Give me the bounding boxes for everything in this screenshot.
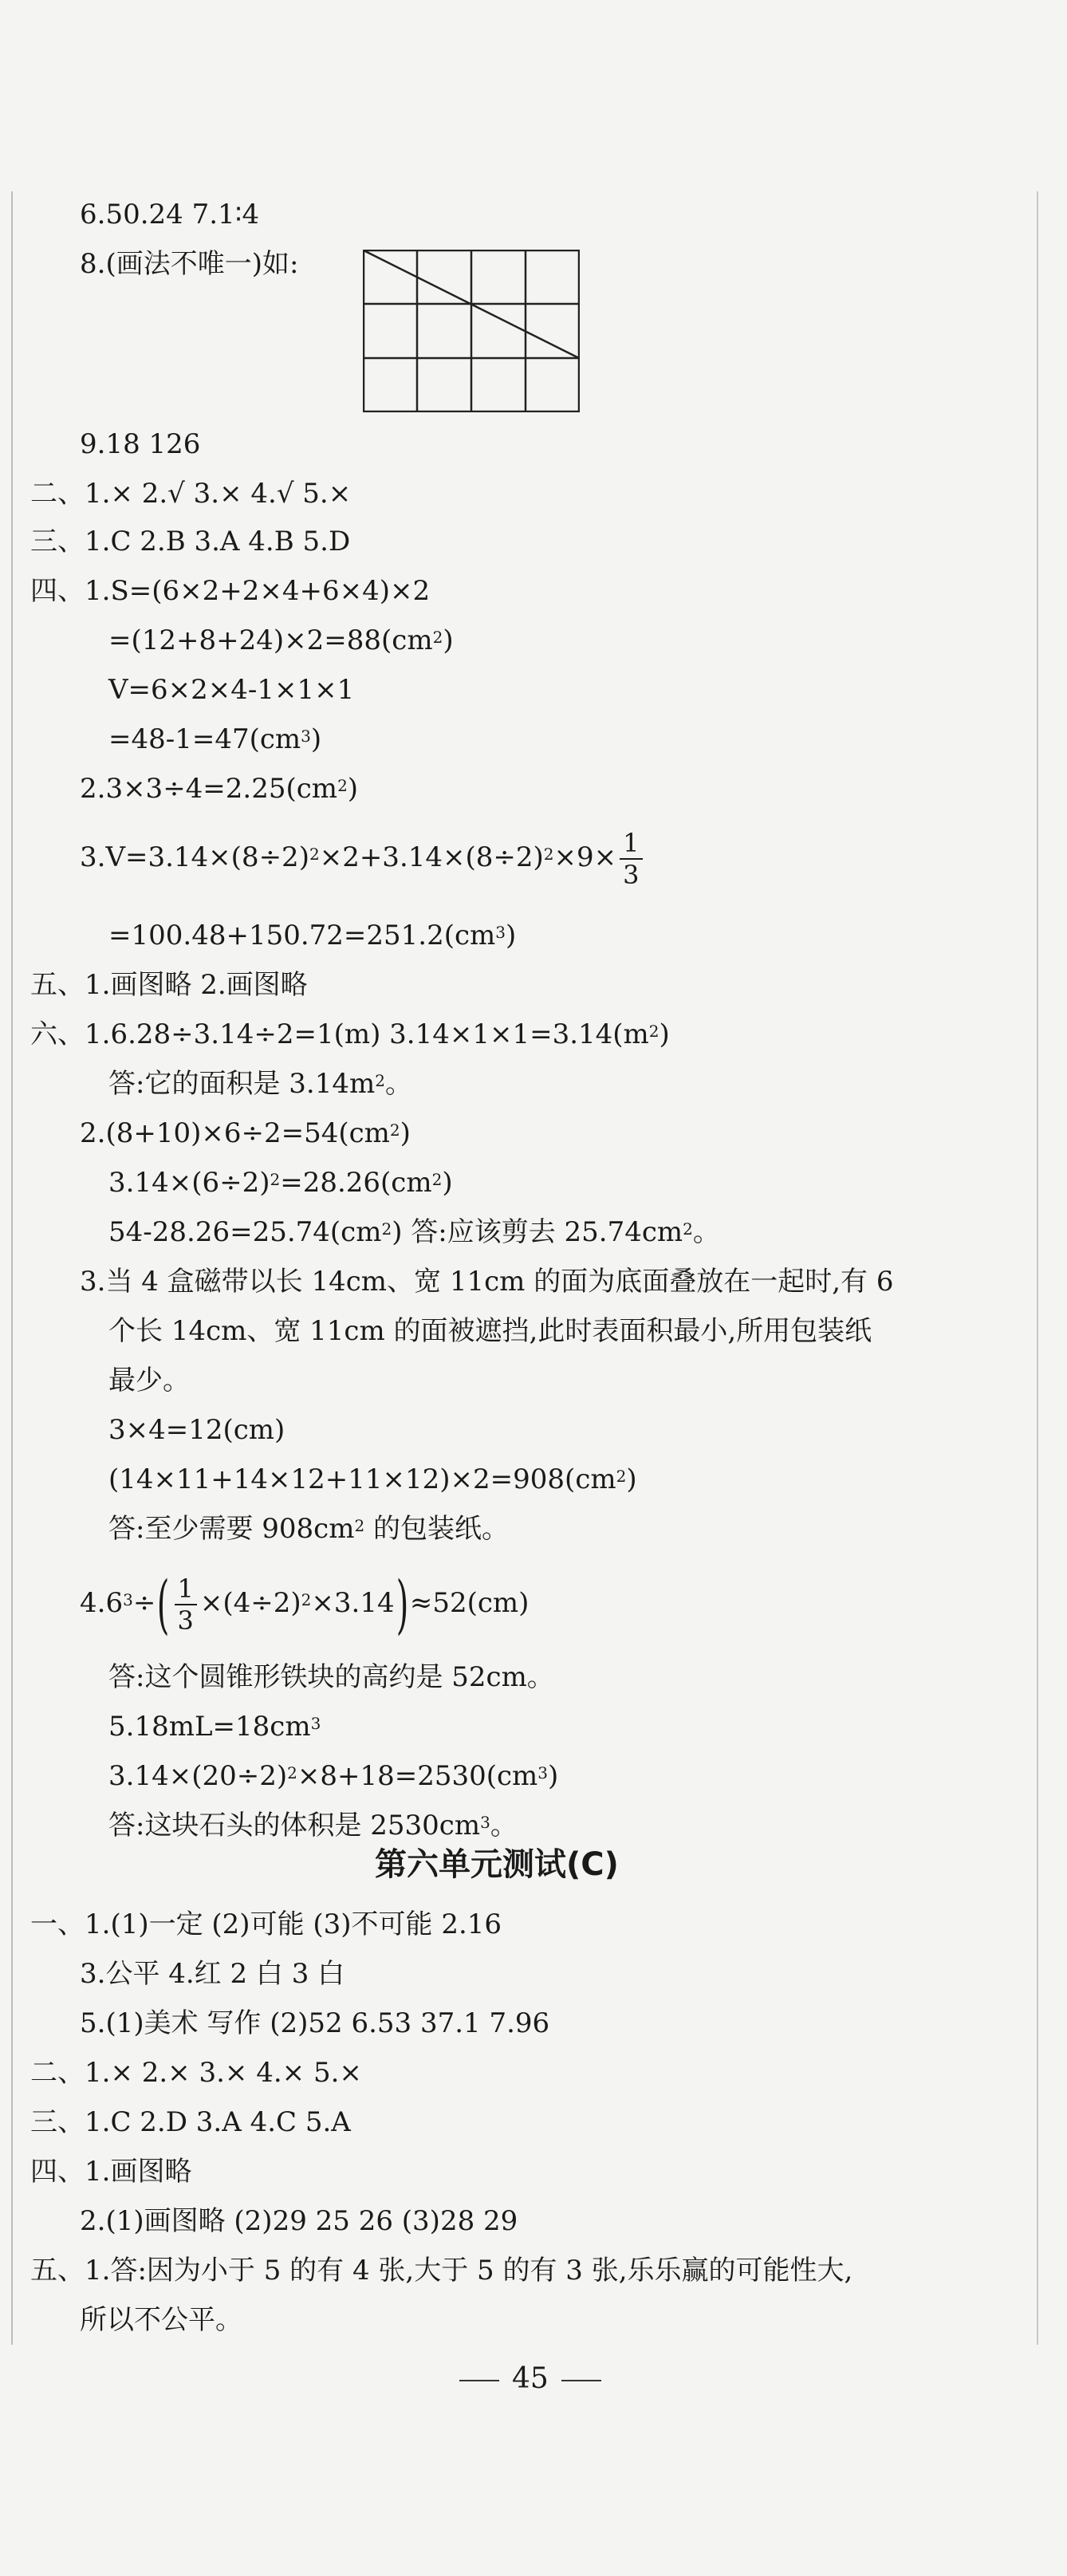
- section-2-answers: 二、1.× 2.√ 3.× 4.√ 5.×: [30, 478, 352, 510]
- unit-test-heading: 第六单元测试(C): [375, 1846, 619, 1883]
- answer-8: 8.(画法不唯一)如:: [80, 248, 299, 280]
- test-c-section-4: 四、1.画图略: [30, 2156, 192, 2188]
- section-4-q1: 四、1.S=(6×2+2×4+6×4)×2: [30, 575, 431, 607]
- section-6-q2-step2: $3.14\times(6\div 2)^2=28.26(cm^2)$: [108, 1167, 453, 1199]
- section-4-q3: $3.V=3.14\times(8\div 2)^2\times 2+3.14\times(8\div 2)^2\times 9\times$ $\frac{1}{3}$: [80, 821, 646, 893]
- section-4-q1-step2: $=(12+8+24)\times 2=88(cm^2)$: [108, 624, 454, 656]
- test-c-section-3: 三、1.C 2.D 3.A 4.C 5.A: [30, 2106, 351, 2138]
- section-6-q3-answer: 答:至少需要 $908cm^2$ 的包装纸。: [108, 1513, 509, 1545]
- section-5-answers: 五、1.画图略 2.画图略: [30, 969, 308, 1001]
- left-margin-rule: [11, 191, 13, 2345]
- section-6-q3-step1: 3×4=12(cm): [108, 1414, 285, 1446]
- section-6-q1: 六、1.6.28÷3.14÷2=1(m) $3.14\times 1\times 1=3.14(m^2)$: [30, 1018, 670, 1050]
- page-number: 45: [512, 2362, 549, 2395]
- section-3-answers: 三、1.C 2.B 3.A 4.B 5.D: [30, 526, 351, 557]
- test-c-section-1-q5: 5.(1)美术 写作 (2)52 6.53 37.1 7.96: [80, 2007, 550, 2039]
- answer-9: 9.18 126: [80, 428, 201, 460]
- section-6-q5-answer: 答:这块石头的体积是 $2530cm^3$。: [108, 1810, 518, 1841]
- test-c-section-2: 二、1.× 2.× 3.× 4.× 5.×: [30, 2057, 362, 2089]
- section-6-q5: $5.18mL=18cm^3$: [108, 1711, 321, 1743]
- section-6-q2-answer: $54-28.26=25.74(cm^2)$ 答:应该剪去 $25.74cm^2$。: [108, 1216, 720, 1248]
- fraction-one-third: $\frac{1}{3}$: [175, 1574, 197, 1636]
- test-c-section-5-cont: 所以不公平。: [80, 2304, 242, 2336]
- section-6-q5-step: $3.14\times(20\div 2)^2\times 8+18=2530(cm^3)$: [108, 1760, 559, 1792]
- section-6-q3-text: 最少。: [108, 1365, 190, 1396]
- section-6-q1-answer: 答:它的面积是 $3.14m^2$。: [108, 1068, 412, 1100]
- section-6-q3-step2: $(14\times 11+14\times 12+11\times 12)\times 2=908(cm^2)$: [108, 1463, 637, 1495]
- section-6-q4: $4.6^3\div$( $\frac{1}{3}$ $\times(4\div 2)^2\times 3.14)\approx 52(cm)$: [80, 1567, 530, 1641]
- page-footer: [447, 2361, 614, 2397]
- right-margin-rule: [1037, 191, 1038, 2345]
- test-c-section-5: 五、1.答:因为小于 5 的有 4 张,大于 5 的有 3 张,乐乐赢的可能性大,: [30, 2255, 853, 2286]
- fraction-one-third: $\frac{1}{3}$: [620, 828, 642, 890]
- section-6-q4-answer: 答:这个圆锥形铁块的高约是 52cm。: [108, 1661, 554, 1693]
- test-c-section-1: 一、1.(1)一定 (2)可能 (3)不可能 2.16: [30, 1908, 502, 1940]
- test-c-section-4-q2: 2.(1)画图略 (2)29 25 26 (3)28 29: [80, 2205, 518, 2237]
- section-6-q3-text: 个长 14cm、宽 11cm 的面被遮挡,此时表面积最小,所用包装纸: [108, 1315, 872, 1347]
- answer-6-7: 6.50.24 7.1∶4: [80, 199, 260, 230]
- grid-drawing: [363, 250, 580, 412]
- section-6-q3-text: 3.当 4 盒磁带以长 14cm、宽 11cm 的面为底面叠放在一起时,有 6: [80, 1266, 894, 1298]
- test-c-section-1-q3-4: 3.公平 4.红 2 白 3 白: [80, 1958, 345, 1990]
- section-4-q3-result: $=100.48+150.72=251.2(cm^3)$: [108, 920, 517, 951]
- section-4-q1-volume: V=6×2×4-1×1×1: [108, 674, 355, 706]
- section-6-q2: $2.(8+10)\times 6\div 2=54(cm^2)$: [80, 1117, 411, 1149]
- section-4-q2: $2.3\times 3\div 4=2.25(cm^2)$: [80, 773, 359, 805]
- section-4-q1-volume-result: $=48-1=47(cm^3)$: [108, 723, 322, 755]
